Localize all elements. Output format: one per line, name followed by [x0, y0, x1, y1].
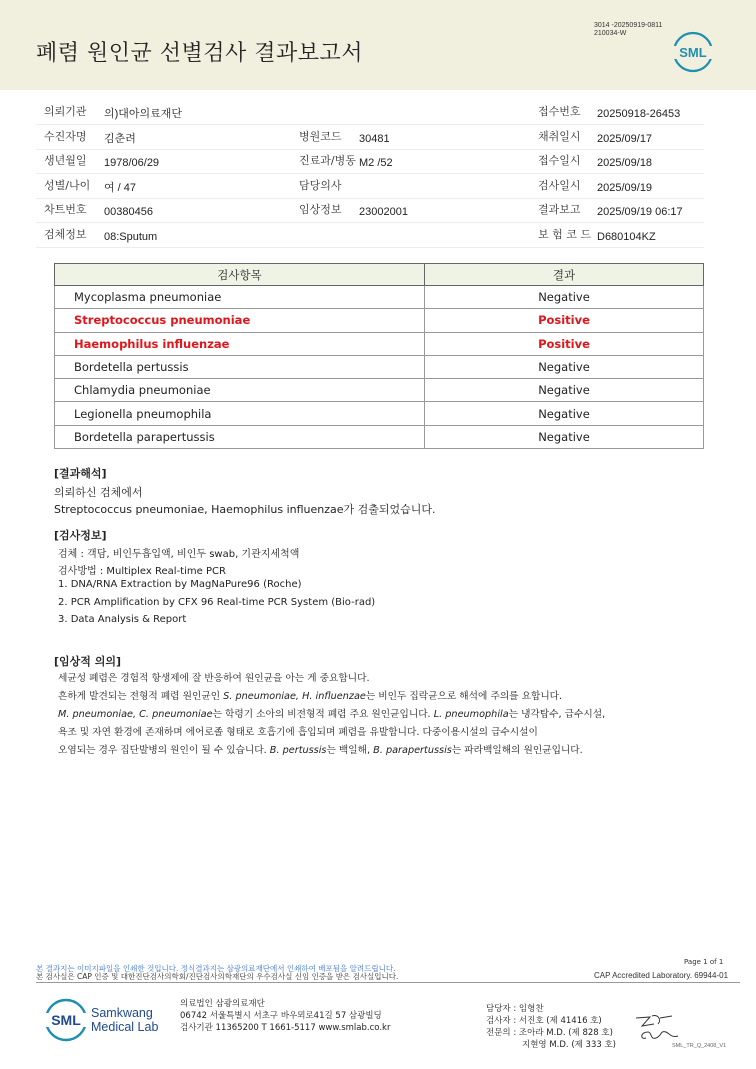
result-row: [55, 332, 704, 355]
info-label: 채취일시: [538, 130, 581, 143]
clinical-text: 는 파라백일해의 원인균입니다.: [451, 745, 583, 756]
page-number: Page 1 of 1: [684, 958, 724, 966]
results-header-row: [55, 264, 704, 286]
result-row: [55, 355, 704, 378]
signer-specialist-1: 전문의 : 조아라 M.D. (제 828 호): [486, 1028, 613, 1038]
test-result-value: Negative: [425, 355, 704, 378]
test-item-name: Mycoplasma pneumoniae: [55, 286, 425, 309]
test-item-name: Streptococcus pneumoniae: [55, 309, 425, 332]
clinical-text: 는 백일해,: [326, 745, 374, 756]
info-label: 진료과/병동: [299, 154, 356, 167]
info-value: 김춘려: [104, 133, 136, 145]
info-value: 08:Sputum: [104, 231, 158, 243]
footer-logo-text: SML: [51, 1012, 81, 1028]
test-info-step-2: 2. PCR Amplification by CFX 96 Real-time PCR System (Bio-rad): [58, 597, 376, 608]
clinical-text: 는 학령기 소아의 비전형적 폐렴 주요 원인균입니다.: [212, 709, 434, 720]
info-label: 담당의사: [299, 179, 342, 192]
document-id: [594, 22, 662, 38]
test-item-name: Bordetella pertussis: [55, 355, 425, 378]
info-label: 성별/나이: [44, 179, 91, 192]
info-value: 1978/06/29: [104, 157, 160, 169]
info-value: 20250918-26453: [597, 108, 681, 120]
info-label: 접수번호: [538, 105, 581, 118]
signature-image: [632, 1010, 682, 1046]
document-id-line-2: 210034-W: [594, 30, 627, 37]
result-row: [55, 402, 704, 425]
clinical-text: 는 비인두 집락균으로 해석에 주의를 요합니다.: [365, 691, 563, 702]
info-label: 의뢰기관: [44, 105, 87, 118]
document-id-line-1: 3014 -20250919-0811: [594, 22, 663, 29]
test-info-heading: [검사정보]: [54, 529, 107, 542]
test-result-value: Negative: [425, 286, 704, 309]
signer-specialist-2: 지현영 M.D. (제 333 호): [522, 1040, 617, 1050]
info-label: 검체정보: [44, 228, 87, 241]
report-title: 폐렴 원인균 선별검사 결과보고서: [36, 41, 364, 66]
info-row: [36, 199, 704, 223]
clinical-text: 는 냉각탑수, 급수시설,: [508, 709, 606, 720]
info-label: 생년월일: [44, 154, 87, 167]
info-value: 00380456: [104, 206, 153, 218]
info-value: M2 /52: [359, 157, 393, 169]
samkwang-logo-icon: [44, 998, 88, 1042]
clinical-organism: B. parapertussis: [373, 745, 452, 756]
test-info-method: 검사방법 : Multiplex Real-time PCR: [58, 566, 226, 577]
info-value: 의)대아의료재단: [104, 108, 183, 120]
info-row: [36, 101, 704, 125]
test-item-name: Haemophilus influenzae: [55, 332, 425, 355]
col-test-item: 검사항목: [55, 264, 425, 286]
clinical-organism: B. pertussis: [269, 745, 327, 756]
info-value: 2025/09/18: [597, 157, 653, 169]
test-info-specimen: 검체 : 객담, 비인두흡입액, 비인두 swab, 기관지세척액: [58, 549, 300, 560]
info-row: [36, 126, 704, 150]
test-item-name: Legionella pneumophila: [55, 402, 425, 425]
info-label: 검사일시: [538, 179, 581, 192]
info-label: 수진자명: [44, 130, 87, 143]
info-row: [36, 150, 704, 174]
info-label: 접수일시: [538, 154, 581, 167]
result-row: [55, 286, 704, 309]
clinical-organism: M. pneumoniae, C. pneumoniae: [58, 709, 213, 720]
clinical-text: 흔하게 발견되는 전형적 폐렴 원인균인: [58, 691, 224, 702]
test-item-name: Bordetella parapertussis: [55, 425, 425, 448]
clinical-line-1: 세균성 폐렴은 경험적 항생제에 잘 반응하여 원인균을 아는 게 중요합니다.: [58, 673, 370, 684]
brand-name-line-2: Medical Lab: [91, 1020, 159, 1034]
info-row: [36, 224, 704, 248]
result-row: [55, 425, 704, 448]
info-value: 23002001: [359, 206, 408, 218]
foundation-address: 06742 서울특별시 서초구 바우뫼로41길 57 삼광빌딩: [180, 1011, 382, 1021]
info-value: 2025/09/17: [597, 133, 653, 145]
info-value: 2025/09/19: [597, 182, 653, 194]
clinical-organism: L. pneumophila: [433, 709, 509, 720]
clinical-line-4: 욕조 및 자연 환경에 존재하며 에어로졸 형태로 호흡기에 흡입되며 폐렴을 유발합니다. 다중이용시설의 급수시설이: [58, 727, 538, 738]
signer-tester: 검사자 : 서진호 (제 41416 호): [486, 1016, 602, 1026]
foundation-contact: 검사기관 11365200 T 1661-5117 www.smlab.co.kr: [180, 1023, 391, 1033]
test-result-value: Negative: [425, 402, 704, 425]
test-info-step-3: 3. Data Analysis & Report: [58, 614, 187, 625]
result-row: [55, 379, 704, 402]
interpretation-line-2: Streptococcus pneumoniae, Haemophilus influenzae가 검출되었습니다.: [54, 503, 436, 516]
cap-accreditation: CAP Accredited Laboratory. 69944-01: [594, 971, 729, 980]
sml-logo-icon: [672, 31, 714, 73]
test-result-value: Negative: [425, 379, 704, 402]
info-value: 여 / 47: [104, 182, 137, 194]
brand-name-line-1: Samkwang: [91, 1006, 153, 1020]
test-info-step-1: 1. DNA/RNA Extraction by MagNaPure96 (Roche): [58, 579, 302, 590]
info-label: 보 험 코 드: [538, 228, 591, 241]
info-label: 병원코드: [299, 130, 342, 143]
print-notice: 본 결과지는 이미지파일을 인쇄한 것입니다. 정식결과지는 삼광의료재단에서 인쇄하여 배포됨을 알려드립니다.: [36, 964, 396, 973]
info-label: 차트번호: [44, 203, 87, 216]
accreditation-note: 본 검사실은 CAP 인증 및 대한진단검사의학회/진단검사의학재단의 우수검사실 신임 인증을 받은 검사실입니다.: [36, 972, 399, 981]
clinical-line-2: [58, 688, 562, 702]
interpretation-line-1: 의뢰하신 검체에서: [54, 486, 143, 499]
col-result: 결과: [425, 264, 704, 286]
info-label: 임상정보: [299, 203, 342, 216]
clinical-heading: [임상적 의의]: [54, 655, 122, 668]
foundation-name: 의료법인 삼광의료재단: [180, 999, 265, 1009]
clinical-line-5: [58, 742, 583, 756]
logo-text: SML: [679, 45, 707, 60]
test-result-value: Positive: [425, 309, 704, 332]
test-result-value: Negative: [425, 425, 704, 448]
test-result-value: Positive: [425, 332, 704, 355]
clinical-line-3: [58, 706, 605, 720]
info-value: 2025/09/19 06:17: [597, 206, 683, 218]
footer-divider: [36, 982, 740, 983]
info-label: 결과보고: [538, 203, 581, 216]
form-id: SML_TR_Q_2408_V1: [672, 1043, 727, 1049]
result-row: [55, 309, 704, 332]
interpretation-heading: [결과해석]: [54, 467, 107, 480]
test-item-name: Chlamydia pneumoniae: [55, 379, 425, 402]
clinical-organism: S. pneumoniae, H. influenzae: [223, 691, 366, 702]
info-value: 30481: [359, 133, 390, 145]
signer-manager: 담당자 : 임형찬: [486, 1004, 544, 1014]
info-value: D680104KZ: [597, 231, 656, 243]
info-row: [36, 175, 704, 199]
clinical-text: 오염되는 경우 집단발병의 원인이 될 수 있습니다.: [58, 745, 270, 756]
results-table: [54, 263, 704, 449]
